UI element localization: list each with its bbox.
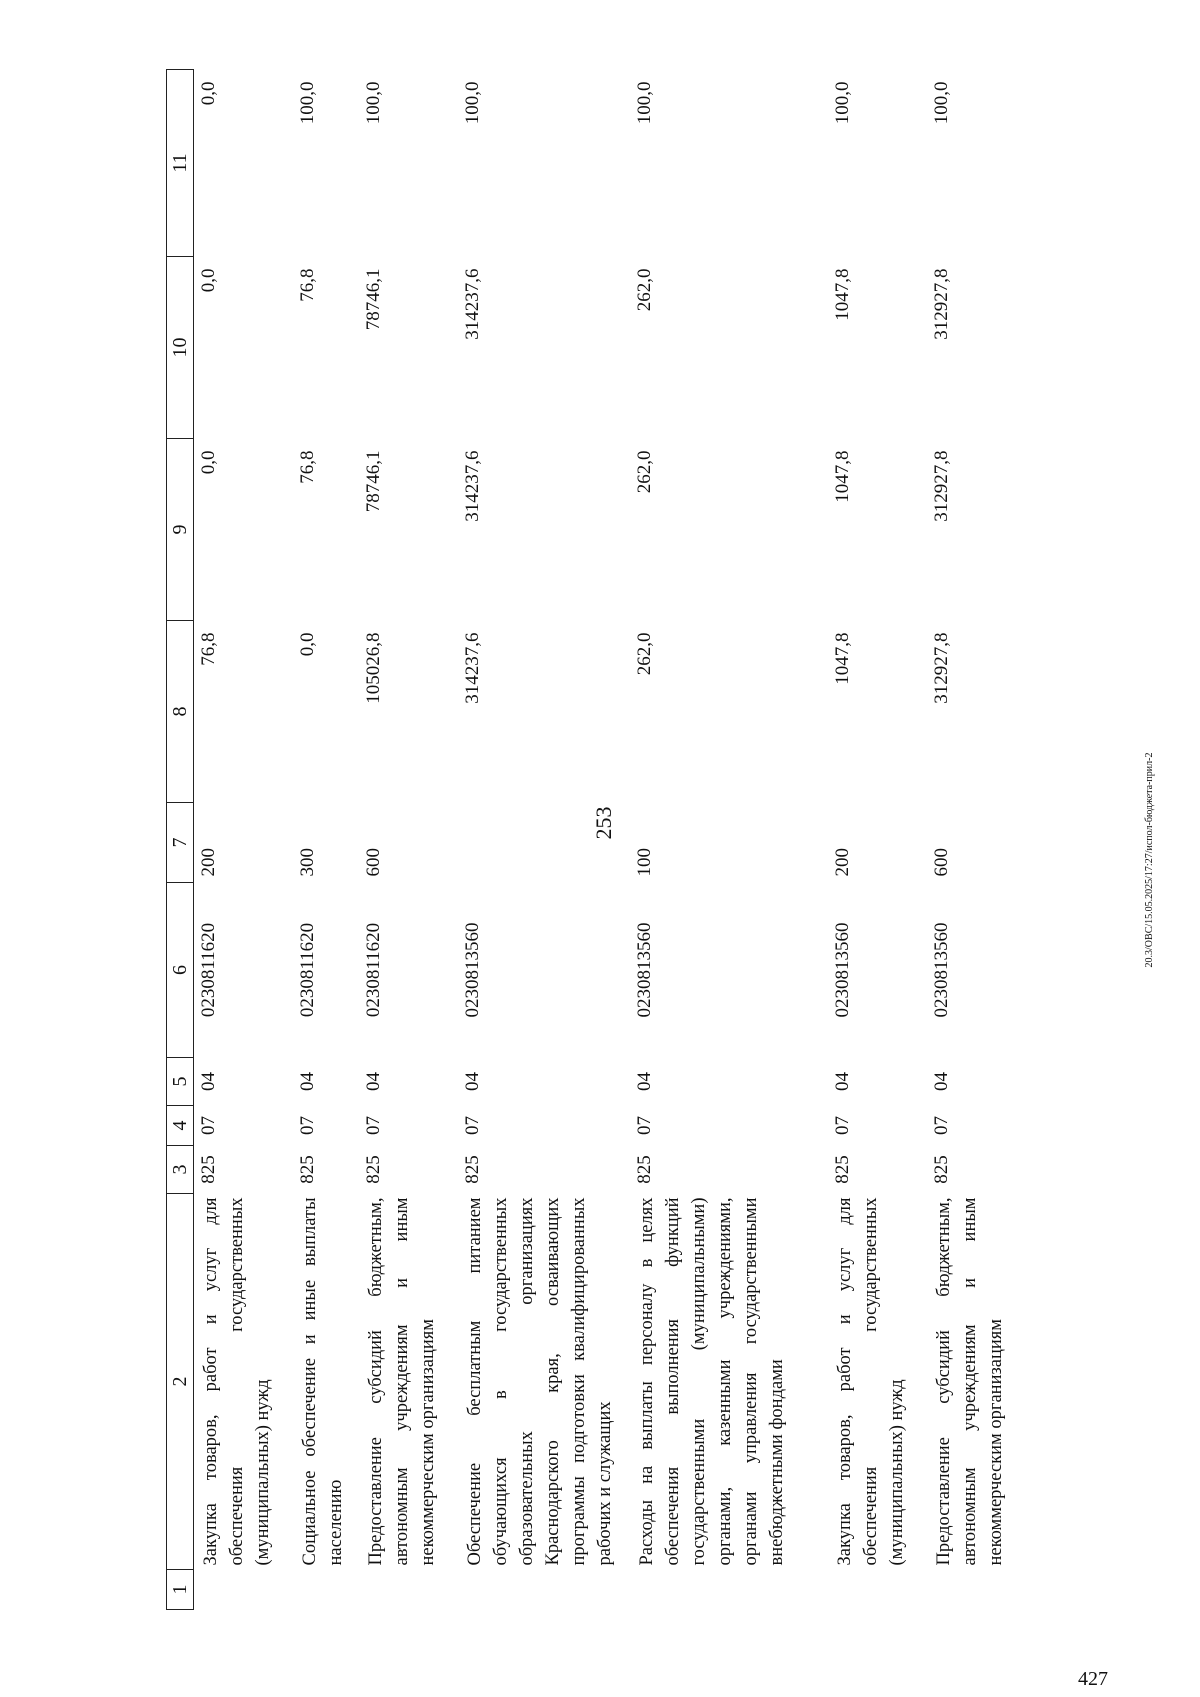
row-cell-col5: 04	[363, 1072, 384, 1091]
table-row	[828, 70, 927, 1610]
row-cell-col6: 0230811620	[363, 922, 384, 1018]
row-cell-col7: 200	[832, 848, 853, 877]
row-cell-col5: 04	[931, 1072, 952, 1091]
row-cell-col8: 105026,8	[363, 632, 384, 704]
row-cell-col6: 0230811620	[297, 922, 318, 1018]
row-description: Закупка товаров, работ и услуг для обеспечения государственных (муниципальных) нужд	[835, 1197, 907, 1566]
row-cell-col6: 0230813560	[462, 922, 483, 1018]
row-cell-col1	[828, 1570, 927, 1610]
budget-table-container	[166, 70, 1086, 1610]
row-cell-col11: 100,0	[634, 81, 655, 125]
row-cell-col8: 76,8	[198, 632, 219, 666]
row-cell-col9: 312927,8	[931, 450, 952, 522]
row-cell-col6: 0230813560	[634, 922, 655, 1018]
column-header: 4	[167, 1106, 194, 1146]
row-cell-col4: 07	[363, 1116, 384, 1135]
column-header: 5	[167, 1058, 194, 1106]
row-cell-col10: 312927,8	[931, 268, 952, 340]
column-header: 3	[167, 1146, 194, 1194]
row-cell-col9: 76,8	[297, 450, 318, 484]
row-cell-col11: 100,0	[297, 81, 318, 125]
column-header: 11	[167, 70, 194, 257]
row-cell-col8: 1047,8	[832, 632, 853, 685]
row-description: Обеспечение бесплатным питанием обучающихся в государственных образовательных организациях Краснодарского края, осваивающих программы подготовки квалифицированных рабочих и служащих	[465, 1197, 615, 1566]
row-cell-col9: 0,0	[198, 450, 219, 475]
row-cell-col8: 312927,8	[931, 632, 952, 704]
footer-page-number: 427	[1078, 1668, 1108, 1690]
table-row	[293, 70, 359, 1610]
row-cell-col9: 78746,1	[363, 450, 384, 513]
row-description: Закупка товаров, работ и услуг для обеспечения государственных (муниципальных) нужд	[201, 1197, 273, 1566]
row-description: Предоставление субсидий бюджетным, автономным учреждениям и иным некоммерческим организациям	[934, 1197, 1006, 1566]
row-cell-col4: 07	[297, 1116, 318, 1135]
row-cell-col10: 314237,6	[462, 268, 483, 340]
row-cell-col1	[359, 1570, 458, 1610]
row-cell-col9: 262,0	[634, 450, 655, 494]
row-cell-col1	[194, 1570, 294, 1610]
row-cell-col8: 262,0	[634, 632, 655, 676]
row-cell-col9: 1047,8	[832, 450, 853, 503]
page-number: 253	[591, 806, 616, 840]
row-cell-col1	[293, 1570, 359, 1610]
row-cell-col8: 0,0	[297, 632, 318, 657]
row-cell-col5: 04	[462, 1072, 483, 1091]
row-cell-col5: 04	[297, 1072, 318, 1091]
row-cell-col4: 07	[462, 1116, 483, 1135]
row-cell-col11: 100,0	[363, 81, 384, 125]
row-cell-col7: 200	[198, 848, 219, 877]
row-cell-col4: 07	[931, 1116, 952, 1135]
row-cell-col3: 825	[198, 1155, 219, 1184]
table-header-row	[167, 70, 194, 1610]
column-header: 6	[167, 883, 194, 1058]
row-cell-col3: 825	[634, 1155, 655, 1184]
row-cell-col5: 04	[832, 1072, 853, 1091]
row-cell-col1	[458, 1570, 630, 1610]
row-cell-col11: 0,0	[198, 81, 219, 106]
row-cell-col4: 07	[634, 1116, 655, 1135]
row-cell-col7: 600	[931, 848, 952, 877]
column-header: 8	[167, 621, 194, 803]
document-id: 20.3/ОВС/15.05.2025/17:27/испол-бюджета-прил-2	[1144, 752, 1155, 968]
row-cell-col10: 1047,8	[832, 268, 853, 321]
row-cell-col7: 300	[297, 848, 318, 877]
row-cell-col6: 0230813560	[832, 922, 853, 1018]
row-cell-col3: 825	[297, 1155, 318, 1184]
row-cell-col7: 600	[363, 848, 384, 877]
row-cell-col4: 07	[832, 1116, 853, 1135]
row-cell-col9: 314237,6	[462, 450, 483, 522]
table-row	[359, 70, 458, 1610]
row-cell-col8: 314237,6	[462, 632, 483, 704]
row-cell-col4: 07	[198, 1116, 219, 1135]
column-header: 2	[167, 1194, 194, 1570]
column-header: 7	[167, 803, 194, 883]
table-row	[458, 70, 630, 1610]
row-cell-col11: 100,0	[462, 81, 483, 125]
table-row	[194, 70, 294, 1610]
table-row	[630, 70, 828, 1610]
row-cell-col10: 76,8	[297, 268, 318, 302]
row-cell-col10: 78746,1	[363, 268, 384, 331]
row-description: Социальное обеспечение и иные выплаты населению	[300, 1197, 346, 1566]
row-cell-col11: 100,0	[931, 81, 952, 125]
row-cell-col7: 100	[634, 848, 655, 877]
row-cell-col6: 0230811620	[198, 922, 219, 1018]
row-cell-col7	[458, 803, 630, 883]
table-row	[927, 70, 1026, 1610]
row-cell-col1	[927, 1570, 1026, 1610]
row-cell-col5: 04	[634, 1072, 655, 1091]
budget-table	[166, 69, 1026, 1610]
column-header: 10	[167, 257, 194, 439]
row-cell-col10: 0,0	[198, 268, 219, 293]
row-cell-col10: 262,0	[634, 268, 655, 312]
row-cell-col3: 825	[931, 1155, 952, 1184]
row-cell-col3: 825	[832, 1155, 853, 1184]
column-header: 9	[167, 439, 194, 621]
row-cell-col3: 825	[363, 1155, 384, 1184]
row-cell-col5: 04	[198, 1072, 219, 1091]
row-cell-col3: 825	[462, 1155, 483, 1184]
row-description: Расходы на выплаты персоналу в целях обеспечения выполнения функций государственными (муниципальными) органами, казенными учреждениями, органами управления государственными внебюджетными фондами	[637, 1197, 787, 1566]
row-cell-col11: 100,0	[832, 81, 853, 125]
row-cell-col1	[630, 1570, 828, 1610]
row-cell-col6: 0230813560	[931, 922, 952, 1018]
column-header: 1	[167, 1570, 194, 1610]
row-description: Предоставление субсидий бюджетным, автономным учреждениям и иным некоммерческим организациям	[366, 1197, 438, 1566]
